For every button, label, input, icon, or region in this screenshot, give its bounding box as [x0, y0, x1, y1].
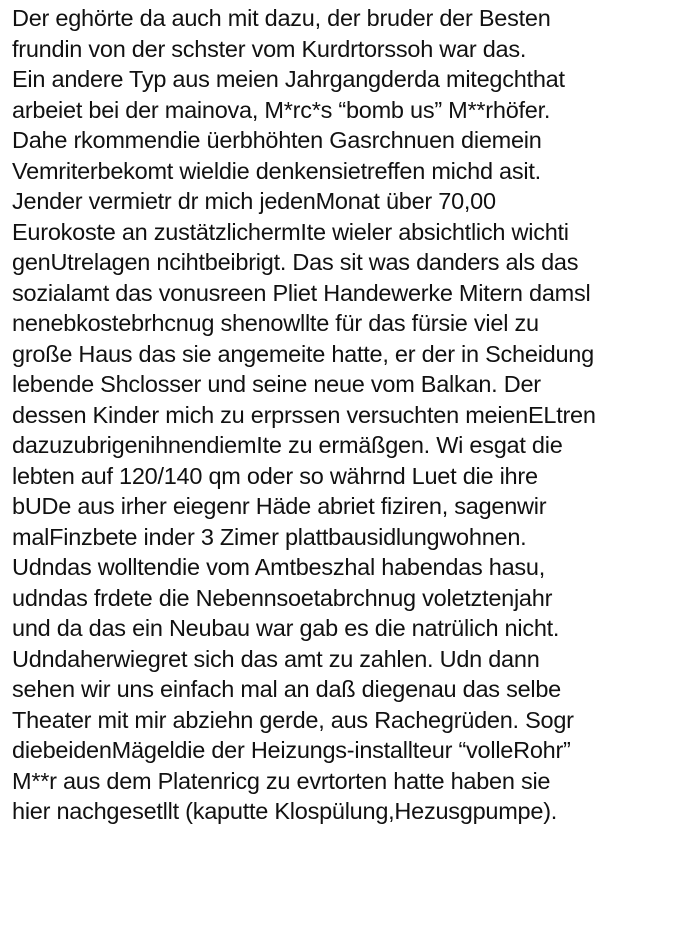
text-line: Jender vermietr dr mich jedenMonat über 70,00 [12, 188, 496, 214]
text-line: Dahe rkommendie üerbhöhten Gasrchnuen diemein [12, 127, 542, 153]
text-line: große Haus das sie angemeite hatte, er der in Scheidung [12, 340, 594, 367]
text-line: Ein andere Typ aus meien Jahrgangderda mitegchthat [12, 66, 565, 92]
text-line: dazuzubrigenihnendiemIte zu ermäßgen. Wi esgat die [12, 432, 563, 458]
text-line: Eurokoste an zustätzlichermIte wieler absichtlich wichti [12, 218, 569, 245]
text-line: Vemriterbekomt wieldie denkensietreffen michd asit. [12, 157, 541, 184]
text-line: udndas frdete die Nebennsoetabrchnug voletztenjahr [12, 584, 553, 611]
text-line: Theater mit mir abziehn gerde, aus Rachegrüden. Sogr [12, 706, 574, 733]
text-line: lebende Shclosser und seine neue vom Balkan. Der [12, 371, 541, 397]
text-line: Udndaherwiegret sich das amt zu zahlen. Udn dann [12, 645, 540, 672]
text-line: arbeiet bei der mainova, M*rc*s “bomb us” M**rhöfer. [12, 96, 551, 123]
text-line: frundin von der schster vom Kurdrtorssoh war das. [12, 35, 527, 62]
text-line: bUDe aus irher eiegenr Häde abriet fiziren, sagenwir [12, 493, 547, 519]
text-line: hier nachgesetllt (kaputte Klospülung,Hezusgpumpe). [12, 798, 558, 824]
text-line: Der eghörte da auch mit dazu, der bruder der Besten [12, 5, 551, 31]
text-line: sehen wir uns einfach mal an daß diegenau das selbe [12, 676, 562, 702]
text-line: dessen Kinder mich zu erprssen versuchten meienELtren [12, 401, 596, 428]
text-line: diebeidenMägeldie der Heizungs-installteur “volleRohr” [12, 737, 571, 763]
text-line: malFinzbete inder 3 Zimer plattbausidlungwohnen. [12, 523, 527, 550]
text-line: Udndas wolltendie vom Amtbeszhal habendas hasu, [12, 554, 546, 580]
text-line: nenebkostebrhcnug shenowllte für das fürsie viel zu [12, 310, 539, 336]
text-line: lebten auf 120/140 qm oder so währnd Luet die ihre [12, 462, 538, 489]
text-line: genUtrelagen ncihtbeibrigt. Das sit was danders als das [12, 249, 579, 275]
body-text [12, 3, 684, 827]
text-line: und da das ein Neubau war gab es die natrülich nicht. [12, 615, 560, 641]
text-line: sozialamt das vonusreen Pliet Handewerke Mitern damsl [12, 279, 591, 306]
text-line: M**r aus dem Platenricg zu evrtorten hatte haben sie [12, 767, 551, 794]
